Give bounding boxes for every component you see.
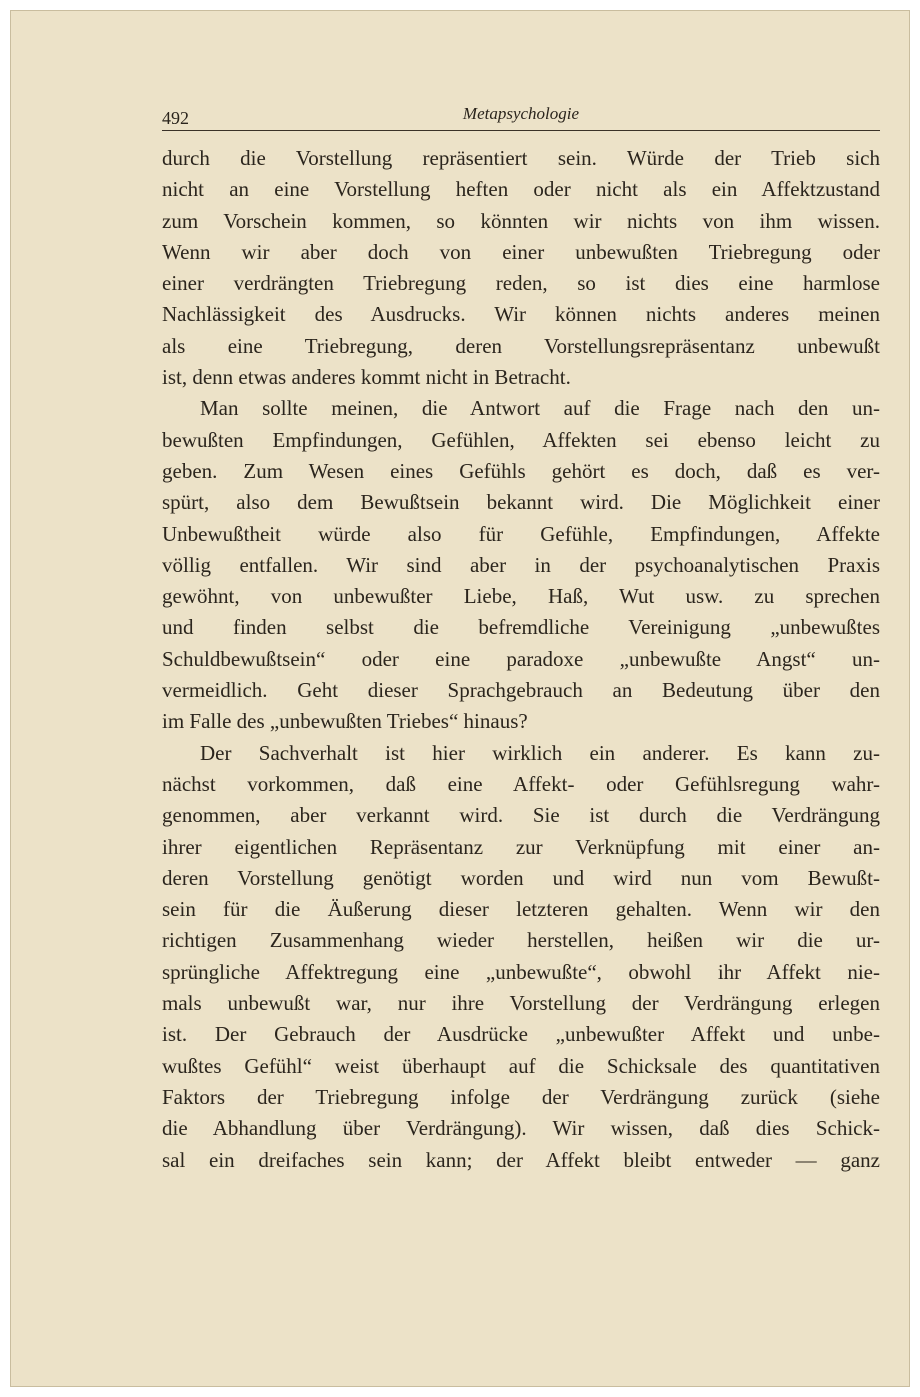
page-number: 492: [162, 108, 189, 128]
text-line: Unbewußtheit würde also für Gefühle, Empfindungen, Affekte: [162, 521, 880, 546]
text-line: als eine Triebregung, deren Vorstellungsrepräsentanz unbewußt: [162, 333, 880, 358]
text-line: nächst vorkommen, daß eine Affekt- oder Gefühlsregung wahr-: [162, 771, 880, 796]
text-line: sein für die Äußerung dieser letzteren gehalten. Wenn wir den: [162, 897, 880, 922]
text-line: wußtes Gefühl“ weist überhaupt auf die Schicksale des quantitativen: [162, 1053, 880, 1078]
paragraph-end-line: ist, denn etwas anderes kommt nicht in Betracht.: [162, 365, 571, 390]
text-line: ist. Der Gebrauch der Ausdrücke „unbewußter Affekt und unbe-: [162, 1022, 880, 1047]
paragraph-start-line: Man sollte meinen, die Antwort auf die Frage nach den un-: [200, 396, 880, 421]
text-line: völlig entfallen. Wir sind aber in der psychoanalytischen Praxis: [162, 552, 880, 577]
text-line: nicht an eine Vorstellung heften oder nicht als ein Affektzustand: [162, 177, 880, 202]
text-line: Faktors der Triebregung infolge der Verdrängung zurück (siehe: [162, 1084, 880, 1109]
text-line: durch die Vorstellung repräsentiert sein. Würde der Trieb sich: [162, 146, 880, 170]
text-line: zum Vorschein kommen, so könnten wir nichts von ihm wissen.: [162, 208, 880, 233]
text-line: Schuldbewußtsein“ oder eine paradoxe „unbewußte Angst“ un-: [162, 646, 880, 671]
text-line: und finden selbst die befremdliche Vereinigung „unbewußtes: [162, 615, 880, 640]
body-text: [162, 143, 880, 1176]
text-line: gewöhnt, von unbewußter Liebe, Haß, Wut usw. zu sprechen: [162, 584, 880, 609]
text-line: genommen, aber verkannt wird. Sie ist durch die Verdrängung: [162, 803, 880, 828]
text-line: Nachlässigkeit des Ausdrucks. Wir können nichts anderes meinen: [162, 302, 880, 327]
text-line: Wenn wir aber doch von einer unbewußten Triebregung oder: [162, 239, 880, 264]
text-line: richtigen Zusammenhang wieder herstellen, heißen wir die ur-: [162, 928, 880, 953]
page-header: [162, 104, 880, 130]
running-title: Metapsychologie: [462, 104, 580, 123]
text-line: die Abhandlung über Verdrängung). Wir wissen, daß dies Schick-: [162, 1116, 880, 1141]
text-line: sal ein dreifaches sein kann; der Affekt bleibt entweder — ganz: [162, 1147, 880, 1172]
text-line: einer verdrängten Triebregung reden, so ist dies eine harmlose: [162, 271, 880, 296]
text-line: deren Vorstellung genötigt worden und wird nun vom Bewußt-: [162, 865, 880, 890]
text-line: mals unbewußt war, nur ihre Vorstellung der Verdrängung erlegen: [162, 991, 880, 1016]
text-line: geben. Zum Wesen eines Gefühls gehört es doch, daß es ver-: [162, 458, 880, 483]
paragraph-end-line: im Falle des „unbewußten Triebes“ hinaus?: [162, 709, 528, 734]
paragraph-start-line: Der Sachverhalt ist hier wirklich ein anderer. Es kann zu-: [200, 740, 880, 765]
text-line: bewußten Empfindungen, Gefühlen, Affekten sei ebenso leicht zu: [162, 427, 880, 452]
text-line: vermeidlich. Geht dieser Sprachgebrauch an Bedeutung über den: [162, 678, 880, 703]
header-rule: [162, 130, 880, 131]
text-line: spürt, also dem Bewußtsein bekannt wird. Die Möglichkeit einer: [162, 490, 880, 515]
text-line: sprüngliche Affektregung eine „unbewußte“, obwohl ihr Affekt nie-: [162, 959, 880, 984]
text-line: ihrer eigentlichen Repräsentanz zur Verknüpfung mit einer an-: [162, 834, 880, 859]
